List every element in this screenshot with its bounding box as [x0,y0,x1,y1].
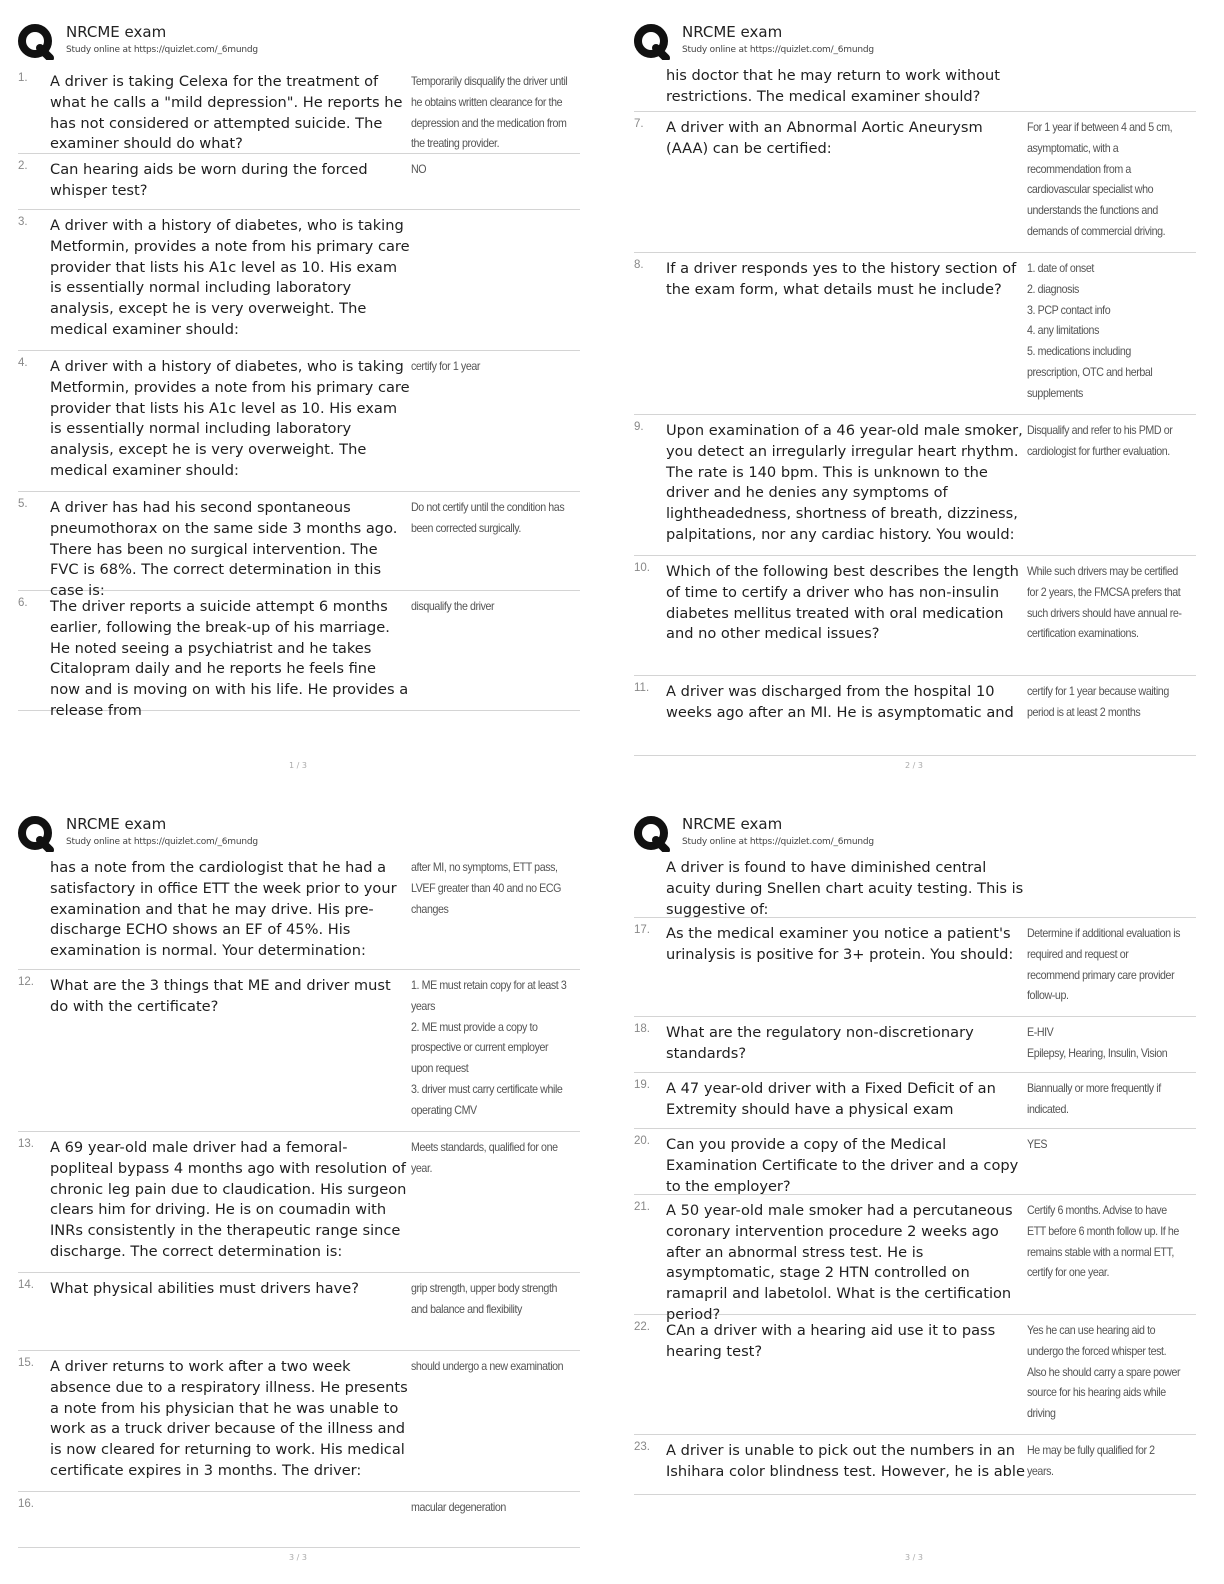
qa-row [18,154,580,210]
question-text: his doctor that he may return to work without restrictions. The medical examiner should? [666,67,1000,105]
qa-row [634,1195,1196,1323]
question-number: 19. [634,1079,650,1091]
qa-row [18,1351,580,1492]
quizlet-logo-icon [18,24,54,60]
qa-row [634,1435,1196,1495]
page-header [632,18,1196,60]
answer-text: 1. date of onset 2. diagnosis 3. PCP contact info 4. any limitations 5. medications including prescription, OTC and herbal supplements [1027,262,1153,400]
question-text: CAn a driver with a hearing aid use it to pass hearing test? [666,1322,996,1360]
question-text: What physical abilities must drivers have? [50,1280,359,1297]
question-number: 21. [634,1201,650,1213]
question-number: 16. [18,1498,34,1510]
page-footer: 2 / 3 [905,761,923,770]
page-footer: 3 / 3 [289,1553,307,1562]
question-text: has a note from the cardiologist that he had a satisfactory in office ETT the week prior to your examination and that he may drive. His pre-discharge ECHO shows an EF of 45%. His examination is normal. Your determination: [50,859,397,960]
question-text: A driver is taking Celexa for the treatment of what he calls a "mild depression". He reports he has not considered or attempted suicide. The examiner should do what? [50,73,403,153]
answer-text: NO [411,163,427,176]
question-number: 15. [18,1357,34,1369]
qa-row [18,351,580,492]
header-title: NRCME exam [66,815,167,833]
question-text: A 47 year-old driver with a Fixed Deficit of an Extremity should have a physical exam [666,1080,996,1118]
qa-row [634,253,1196,415]
qa-row [634,852,1196,918]
answer-text: 1. ME must retain copy for at least 3 years 2. ME must provide a copy to prospective or current employer upon request 3. driver must carry certificate while operating CMV [411,979,567,1117]
header-title: NRCME exam [682,23,783,41]
header-title: NRCME exam [66,23,167,41]
question-text: A driver has had his second spontaneous pneumothorax on the same side 3 months ago. There has been no surgical intervention. The FVC is 68%. The correct determination in this case is: [50,499,398,600]
qa-row [18,591,580,719]
question-text: Can hearing aids be worn during the forced whisper test? [50,161,368,199]
qa-row [634,1017,1196,1073]
question-text: A driver is unable to pick out the numbers in an Ishihara color blindness test. However, he is able [666,1442,1025,1480]
question-number: 22. [634,1321,650,1333]
header-title: NRCME exam [682,815,783,833]
qa-row [18,66,580,154]
answer-text: Meets standards, qualified for one year. [411,1141,558,1175]
qa-row [634,1129,1196,1195]
qa-list [18,852,580,1548]
question-text: A driver with a history of diabetes, who is taking Metformin, provides a note from his primary care provider that lists his A1c level as 10. His exam is essentially normal including laboratory analysis, except he is very overweight. The medical examiner should: [50,217,410,338]
question-text: A 50 year-old male smoker had a percutaneous coronary intervention procedure 2 weeks ago after an abnormal stress test. He is asymptomatic, stage 2 HTN controlled on ramapril and labetolol. What is the certification period? [666,1202,1013,1323]
question-number: 10. [634,562,650,574]
qa-row [634,60,1196,112]
qa-row [18,970,580,1132]
answer-text: certify for 1 year because waiting period is at least 2 months [1027,685,1169,719]
qa-row [634,415,1196,556]
qa-row [18,852,580,970]
answer-text: Certify 6 months. Advise to have ETT before 6 month follow up. If he remains stable with a normal ETT, certify for one year. [1027,1204,1179,1280]
qa-row [18,1273,580,1351]
answer-text: Biannually or more frequently if indicated. [1027,1082,1161,1116]
answer-text: While such drivers may be certified for 2 years, the FMCSA prefers that such drivers should have annual re-certification examinations. [1027,565,1182,641]
document-page-4 [616,792,1212,1572]
question-text: Which of the following best describes the length of time to certify a driver who has non-insulin diabetes mellitus treated with oral medication and no other medical issues? [666,563,1019,643]
answer-text: grip strength, upper body strength and balance and flexibility [411,1282,558,1316]
quizlet-logo-icon [634,816,670,852]
question-text: If a driver responds yes to the history section of the exam form, what details must he include? [666,260,1017,298]
answer-text: He may be fully qualified for 2 years. [1027,1444,1155,1478]
answer-text: E-HIV Epilepsy, Hearing, Insulin, Vision [1027,1026,1168,1060]
document-page-3 [0,792,596,1572]
qa-list [634,60,1196,756]
page-header [16,18,580,60]
question-text: A 69 year-old male driver had a femoral-popliteal bypass 4 months ago with resolution of chronic leg pain due to claudication. His surgeon clears him for driving. He is on coumadin with INRs consistently in the therapeutic range since discharge. The correct determination is: [50,1139,407,1260]
question-number: 23. [634,1441,650,1453]
question-number: 4. [18,357,28,369]
qa-row [634,676,1196,756]
question-number: 2. [18,160,28,172]
question-text: A driver with an Abnormal Aortic Aneurysm (AAA) can be certified: [666,119,983,157]
header-subtitle-link[interactable]: Study online at https://quizlet.com/_6mundg [66,45,258,55]
question-text: A driver with a history of diabetes, who is taking Metformin, provides a note from his primary care provider that lists his A1c level as 10. His exam is essentially normal including laboratory analysis, except he is very overweight. The medical examiner should: [50,358,410,479]
question-number: 7. [634,118,644,130]
answer-text: Do not certify until the condition has been corrected surgically. [411,501,565,535]
question-text: What are the regulatory non-discretionary standards? [666,1024,974,1062]
header-subtitle-link[interactable]: Study online at https://quizlet.com/_6mundg [682,837,874,847]
question-number: 11. [634,682,650,694]
question-number: 1. [18,72,28,84]
question-text: A driver was discharged from the hospital 10 weeks ago after an MI. He is asymptomatic and [666,683,1014,721]
qa-row [634,918,1196,1017]
question-number: 5. [18,498,28,510]
answer-text: Determine if additional evaluation is required and request or recommend primary care provider follow-up. [1027,927,1181,1003]
answer-text: macular degeneration [411,1501,506,1514]
question-number: 8. [634,259,644,271]
question-number: 12. [18,976,34,988]
qa-row [18,492,580,600]
qa-row [18,210,580,351]
qa-list [634,852,1196,1495]
qa-list [18,66,580,719]
question-number: 6. [18,597,28,609]
answer-text: Temporarily disqualify the driver until he obtains written clearance for the depression and the medication from the treating provider. [411,75,568,151]
question-number: 13. [18,1138,34,1150]
header-subtitle-link[interactable]: Study online at https://quizlet.com/_6mundg [682,45,874,55]
answer-text: Yes he can use hearing aid to undergo the forced whisper test. Also he should carry a spare power source for his hearing aids while driving [1027,1324,1181,1421]
answer-text: after MI, no symptoms, ETT pass, LVEF greater than 40 and no ECG changes [411,861,562,916]
qa-row [634,1073,1196,1129]
document-page-1 [0,0,596,780]
page-header [16,810,580,852]
question-text: What are the 3 things that ME and driver must do with the certificate? [50,977,391,1015]
question-number: 3. [18,216,28,228]
qa-row [634,556,1196,676]
qa-row [18,1492,580,1548]
page-footer: 1 / 3 [289,761,307,770]
qa-row [634,112,1196,253]
question-text: A driver is found to have diminished central acuity during Snellen chart acuity testing. This is suggestive of: [666,859,1024,918]
qa-row [634,1315,1196,1435]
quizlet-logo-icon [18,816,54,852]
question-text: Upon examination of a 46 year-old male smoker, you detect an irregularly irregular heart rhythm. The rate is 140 bpm. This is unknown to the driver and he denies any symptoms of lightheadedness, shortness of breath, dizziness, palpitations, nor any cardiac history. You would: [666,422,1023,543]
header-subtitle-link[interactable]: Study online at https://quizlet.com/_6mundg [66,837,258,847]
question-number: 14. [18,1279,34,1291]
page-header [632,810,1196,852]
answer-text: For 1 year if between 4 and 5 cm, asymptomatic, with a recommendation from a cardiovascular specialist who understands the functions and demands of commercial driving. [1027,121,1173,238]
document-page-2 [616,0,1212,780]
qa-row [18,1132,580,1273]
question-text: As the medical examiner you notice a patient's urinalysis is positive for 3+ protein. You should: [666,925,1014,963]
question-text: Can you provide a copy of the Medical Examination Certificate to the driver and a copy to the employer? [666,1136,1019,1195]
question-text: The driver reports a suicide attempt 6 months earlier, following the break-up of his marriage. He noted seeing a psychiatrist and he takes Citalopram daily and he reports he feels fine now and is moving on with his life. He provides a release from [50,598,409,719]
answer-text: YES [1027,1138,1048,1151]
question-number: 17. [634,924,650,936]
answer-text: disqualify the driver [411,600,495,613]
question-text: A driver returns to work after a two week absence due to a respiratory illness. He presents a note from his physician that he was unable to work as a truck driver because of the illness and is now cleared for returning to work. His medical certificate expires in 3 months. The driver: [50,1358,408,1479]
answer-text: certify for 1 year [411,360,481,373]
answer-text: Disqualify and refer to his PMD or cardiologist for further evaluation. [1027,424,1173,458]
question-number: 18. [634,1023,650,1035]
question-number: 20. [634,1135,650,1147]
question-number: 9. [634,421,644,433]
answer-text: should undergo a new examination [411,1360,564,1373]
page-footer: 3 / 3 [905,1553,923,1562]
quizlet-logo-icon [634,24,670,60]
